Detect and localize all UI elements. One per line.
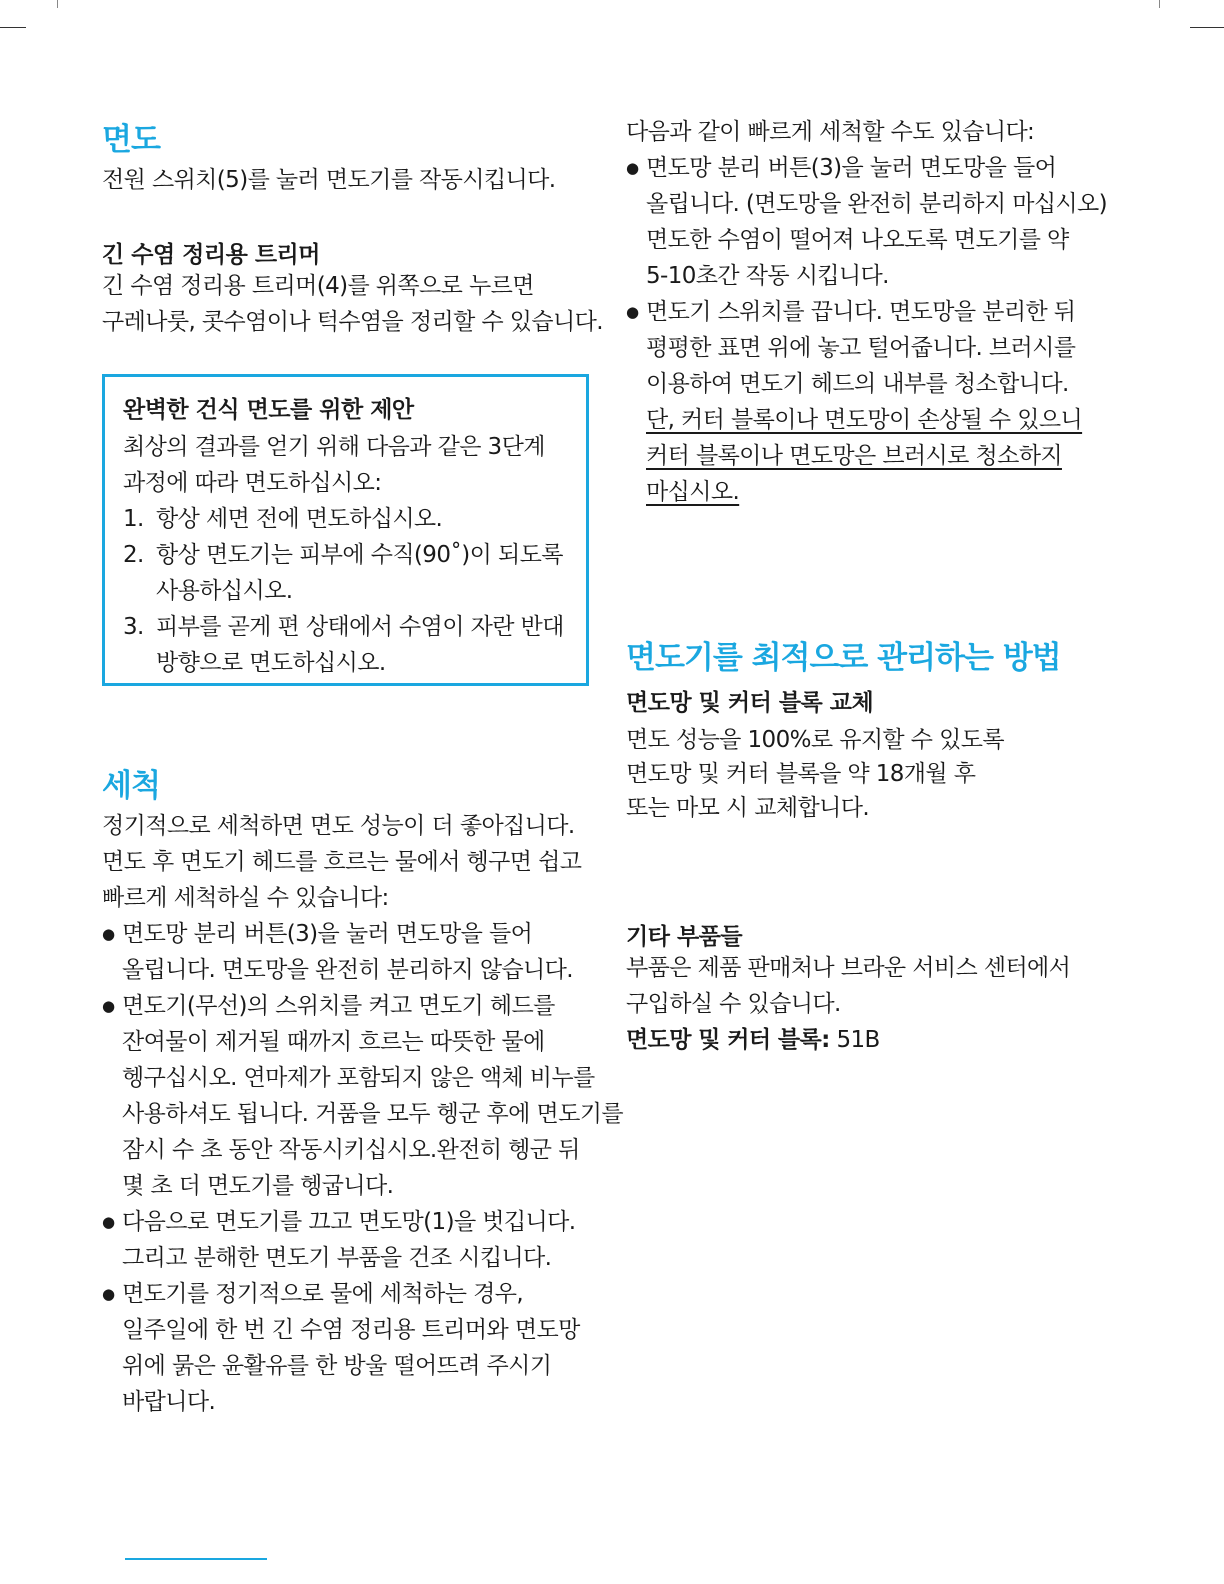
step-line: 항상 세면 전에 면도하십시오. — [156, 506, 443, 532]
bullet-line: 이용하여 면도기 헤드의 내부를 청소합니다. — [646, 371, 1069, 397]
warning-text: 커터 블록이나 면도망은 브러시로 청소하지 — [646, 443, 1062, 469]
tip-intro-line: 최상의 결과를 얻기 위해 다음과 같은 3단계 — [123, 434, 545, 460]
bullet-line: 잔여물이 제거될 때까지 흐르는 따뜻한 물에 — [122, 1029, 545, 1055]
cleaning-bullets — [102, 916, 623, 1420]
bullet-line: 위에 묽은 윤활유를 한 방울 떨어뜨려 주시기 — [122, 1353, 552, 1379]
list-item — [626, 294, 1107, 510]
warning-text: 단, 커터 블록이나 면도망이 손상될 수 있으니 — [646, 407, 1083, 433]
bullet-line: 평평한 표면 위에 놓고 털어줍니다. 브러시를 — [646, 335, 1076, 361]
replace-line: 면도망 및 커터 블록을 약 18개월 후 — [626, 761, 976, 787]
cleaning-intro-line: 빠르게 세척하실 수 있습니다: — [102, 885, 389, 911]
step-line: 사용하십시오. — [156, 578, 293, 604]
replace-title: 면도망 및 커터 블록 교체 — [626, 690, 874, 716]
warning-line — [646, 474, 1107, 510]
shaving-body: 전원 스위치(5)를 눌러 면도기를 작동시킵니다. — [102, 167, 556, 193]
tip-step — [123, 501, 583, 537]
bullet-line: 잠시 수 초 동안 작동시키십시오.완전히 헹군 뒤 — [122, 1137, 580, 1163]
cleaning-intro-line: 면도 후 면도기 헤드를 흐르는 물에서 헹구면 쉽고 — [102, 849, 582, 875]
shaving-title: 면도 — [102, 122, 160, 158]
trimmer-line: 긴 수염 정리용 트리머(4)를 위쪽으로 누르면 — [102, 273, 534, 299]
step-line: 항상 면도기는 피부에 수직(90˚)이 되도록 — [156, 542, 563, 568]
tip-intro-line: 과정에 따라 면도하십시오: — [123, 470, 382, 496]
bullet-line: 바랍니다. — [122, 1389, 216, 1415]
bullet-line: 사용하셔도 됩니다. 거품을 모두 헹군 후에 면도기를 — [122, 1101, 623, 1127]
bullet-line: 5-10초간 작동 시킵니다. — [646, 263, 889, 289]
part-number-line — [626, 1022, 880, 1058]
bullet-line: 올립니다. (면도망을 완전히 분리하지 마십시오) — [646, 191, 1108, 217]
list-item — [626, 150, 1107, 294]
cleaning-title: 세척 — [102, 768, 160, 804]
step-line: 피부를 곧게 편 상태에서 수염이 자란 반대 — [156, 614, 564, 640]
tip-step — [123, 537, 583, 609]
cleaning-intro-line: 정기적으로 세척하면 면도 성능이 더 좋아집니다. — [102, 813, 575, 839]
trimmer-line: 구레나룻, 콧수염이나 턱수염을 정리할 수 있습니다. — [102, 309, 603, 335]
bullet-line: ● 면도망 분리 버튼(3)을 눌러 면도망을 들어 — [122, 921, 533, 947]
trimmer-title: 긴 수염 정리용 트리머 — [102, 242, 320, 268]
warning-line — [646, 402, 1107, 438]
bullet-line: 헹구십시오. 연마제가 포함되지 않은 액체 비누를 — [122, 1065, 595, 1091]
bullet-line: ● 면도기(무선)의 스위치를 켜고 면도기 헤드를 — [122, 993, 555, 1019]
step-number: 3. — [123, 614, 144, 640]
warning-text: 마십시오. — [646, 479, 740, 505]
tip-step — [123, 609, 583, 681]
bullet-line: ● 다음으로 면도기를 끄고 면도망(1)을 벗깁니다. — [122, 1209, 576, 1235]
step-line: 방향으로 면도하십시오. — [156, 650, 386, 676]
warning-line — [646, 438, 1107, 474]
step-number: 1. — [123, 506, 144, 532]
bullet-line: 일주일에 한 번 긴 수염 정리용 트리머와 면도망 — [122, 1317, 580, 1343]
list-item — [102, 988, 623, 1204]
list-item — [102, 1276, 623, 1420]
bullet-line: ● 면도망 분리 버튼(3)을 눌러 면도망을 들어 — [646, 155, 1057, 181]
tip-box — [102, 374, 589, 686]
part-value: 51B — [836, 1027, 880, 1053]
tip-steps — [123, 501, 583, 681]
step-number: 2. — [123, 542, 144, 568]
tip-title: 완벽한 건식 면도를 위한 제안 — [123, 397, 414, 423]
parts-line: 부품은 제품 판매처나 브라운 서비스 센터에서 — [626, 955, 1071, 981]
bullet-line: ● 면도기 스위치를 끕니다. 면도망을 분리한 뒤 — [646, 299, 1076, 325]
crop-tick-left — [57, 0, 58, 8]
crop-mark-right — [1190, 27, 1224, 28]
parts-title: 기타 부품들 — [626, 924, 743, 950]
bullet-line: 몇 초 더 면도기를 헹굽니다. — [122, 1173, 394, 1199]
crop-mark-left — [0, 27, 26, 28]
care-title: 면도기를 최적으로 관리하는 방법 — [626, 640, 1061, 676]
bullet-line: ● 면도기를 정기적으로 물에 세척하는 경우, — [122, 1281, 524, 1307]
quick-clean-intro: 다음과 같이 빠르게 세척할 수도 있습니다: — [626, 119, 1035, 145]
footer-rule — [125, 1558, 267, 1560]
replace-line: 또는 마모 시 교체합니다. — [626, 795, 870, 821]
replace-line: 면도 성능을 100%로 유지할 수 있도록 — [626, 727, 1004, 753]
bullet-line: 그리고 분해한 면도기 부품을 건조 시킵니다. — [122, 1245, 552, 1271]
quick-clean-bullets — [626, 150, 1107, 510]
list-item — [102, 916, 623, 988]
part-label: 면도망 및 커터 블록: — [626, 1027, 830, 1053]
crop-tick-right — [1159, 0, 1160, 8]
list-item — [102, 1204, 623, 1276]
bullet-line: 면도한 수염이 떨어져 나오도록 면도기를 약 — [646, 227, 1069, 253]
bullet-line: 올립니다. 면도망을 완전히 분리하지 않습니다. — [122, 957, 574, 983]
parts-line: 구입하실 수 있습니다. — [626, 991, 841, 1017]
